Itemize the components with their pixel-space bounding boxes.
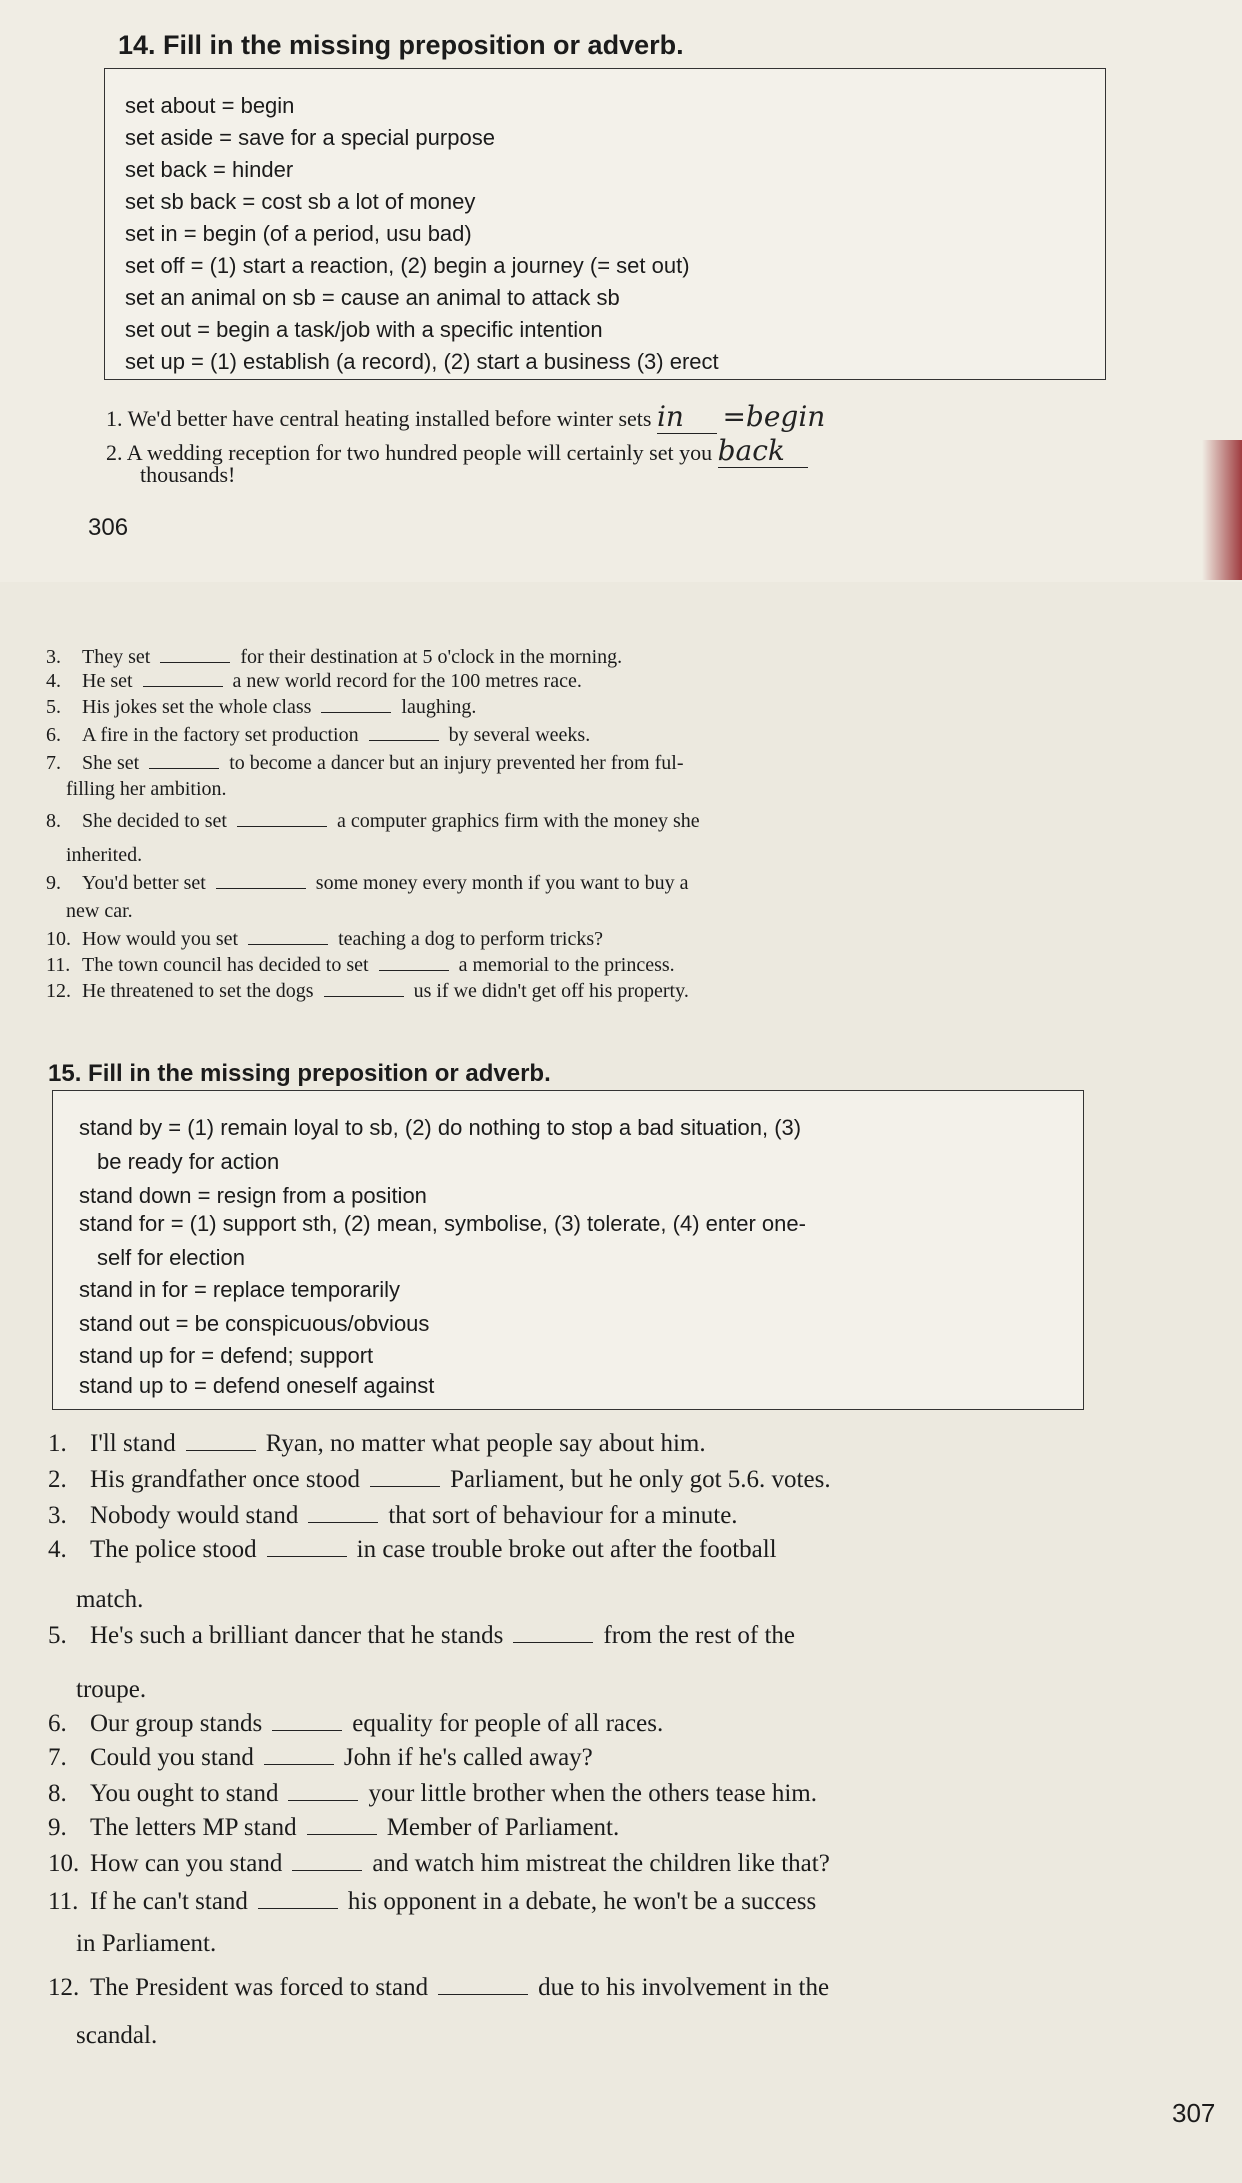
answer-blank[interactable] — [438, 1994, 528, 1995]
question-text: some money every month if you want to buy a — [315, 872, 689, 894]
question-text: a new world record for the 100 metres race. — [232, 670, 582, 692]
answer-blank[interactable] — [258, 1908, 338, 1909]
page-number: 306 — [88, 514, 129, 541]
question-15-item — [48, 1780, 817, 1808]
answer-blank[interactable] — [379, 970, 449, 971]
question-text: in case trouble broke out after the football — [356, 1536, 777, 1563]
definition-line: set sb back = cost sb a lot of money — [125, 189, 476, 214]
definition-line: stand for = (1) support sth, (2) mean, symbolise, (3) tolerate, (4) enter one- — [79, 1211, 806, 1236]
definition-line: stand by = (1) remain loyal to sb, (2) do nothing to stop a bad situation, (3) — [79, 1115, 802, 1140]
question-text: Nobody would stand — [90, 1502, 299, 1529]
question-text: The letters MP stand — [90, 1814, 297, 1841]
answer-blank[interactable] — [292, 1870, 362, 1871]
question-text: The President was forced to stand — [90, 1974, 429, 2001]
question-text: teaching a dog to perform tricks? — [338, 928, 604, 950]
continued-question — [46, 752, 683, 775]
question-15-item — [48, 1430, 706, 1458]
question-2-continuation: thousands! — [140, 462, 236, 487]
question-text: your little brother when the others tease him. — [368, 1780, 817, 1807]
question-text: The town council has decided to set — [82, 954, 369, 976]
page-edge-shadow — [1202, 440, 1242, 580]
definition-line: set aside = save for a special purpose — [125, 125, 495, 150]
question-number: 10. — [48, 1850, 80, 1877]
definition-line: stand up for = defend; support — [79, 1343, 374, 1368]
definition-line: set about = begin — [125, 93, 295, 118]
question-number: 9. — [48, 1814, 67, 1841]
question-number: 4. — [48, 1536, 67, 1563]
question-text: John if he's called away? — [343, 1744, 593, 1771]
question-text: inherited. — [66, 844, 143, 866]
question-text: match. — [76, 1586, 144, 1613]
question-text: scandal. — [76, 2022, 158, 2049]
question-text: Ryan, no matter what people say about him. — [265, 1430, 706, 1457]
question-text: The police stood — [90, 1536, 257, 1563]
question-number: 10. — [46, 928, 71, 950]
question-text: Our group stands — [90, 1710, 263, 1737]
continued-question — [66, 900, 133, 923]
question-text: His grandfather once stood — [90, 1466, 361, 1493]
question-text: to become a dancer but an injury prevented her from ful- — [229, 752, 684, 774]
question-text: due to his involvement in the — [538, 1974, 830, 2001]
question-15-item — [48, 1536, 777, 1564]
question-text: by several weeks. — [448, 724, 591, 746]
answer-blank[interactable] — [718, 434, 808, 468]
question-15-item — [48, 1710, 663, 1738]
answer-blank[interactable] — [160, 662, 230, 663]
answer-blank[interactable] — [307, 1834, 377, 1835]
question-text: How would you set — [82, 928, 239, 950]
question-text: a memorial to the princess. — [458, 954, 675, 976]
question-15-item — [48, 1974, 829, 2002]
question-text: A fire in the factory set production — [82, 724, 359, 746]
definition-line: set off = (1) start a reaction, (2) begin a journey (= set out) — [125, 253, 690, 278]
question-15-item — [76, 1930, 216, 1958]
question-number: 11. — [46, 954, 71, 976]
definition-line: set an animal on sb = cause an animal to attack sb — [125, 285, 620, 310]
definition-line: set in = begin (of a period, usu bad) — [125, 221, 472, 246]
question-text: that sort of behaviour for a minute. — [388, 1502, 738, 1529]
question-15-item — [48, 1622, 795, 1650]
question-number: 3. — [46, 646, 61, 668]
question-text: and watch him mistreat the children like that? — [372, 1850, 830, 1877]
question-text: They set — [82, 646, 151, 668]
question-number: 1. — [48, 1430, 67, 1457]
question-number: 5. — [46, 696, 61, 718]
answer-blank[interactable] — [370, 1486, 440, 1487]
question-text: She set — [82, 752, 140, 774]
question-15-item — [76, 1676, 146, 1704]
answer-blank[interactable] — [149, 768, 219, 769]
answer-blank[interactable] — [513, 1642, 593, 1643]
question-text: 2. A wedding reception for two hundred people will certainly set you — [106, 440, 713, 465]
continued-question — [46, 724, 590, 747]
question-number: 12. — [48, 1974, 80, 2001]
question-number: 6. — [48, 1710, 67, 1737]
question-number: 6. — [46, 724, 61, 746]
question-text: laughing. — [401, 696, 477, 718]
answer-blank[interactable] — [267, 1556, 347, 1557]
answer-blank[interactable] — [321, 712, 391, 713]
answer-blank[interactable] — [264, 1764, 334, 1765]
page-306 — [0, 0, 1242, 582]
question-text: How can you stand — [90, 1850, 283, 1877]
question-number: 8. — [48, 1780, 67, 1807]
question-1 — [106, 400, 825, 434]
question-text: us if we didn't get off his property. — [413, 980, 689, 1002]
question-15-item — [76, 2022, 157, 2050]
question-text: Could you stand — [90, 1744, 254, 1771]
question-text: His jokes set the whole class — [82, 696, 312, 718]
definition-line: self for election — [97, 1245, 245, 1270]
page-number: 307 — [1172, 2098, 1216, 2128]
question-15-item — [76, 1586, 143, 1614]
exercise-14-title: 14. Fill in the missing preposition or adverb. — [118, 30, 684, 60]
continued-question — [46, 954, 675, 977]
definition-line: stand in for = replace temporarily — [79, 1277, 400, 1302]
question-text: If he can't stand — [90, 1888, 248, 1915]
continued-question — [46, 872, 689, 895]
question-text: You ought to stand — [90, 1780, 279, 1807]
question-text: She decided to set — [82, 810, 227, 832]
exercise-15-title: 15. Fill in the missing preposition or adverb. — [48, 1060, 551, 1087]
question-text: 1. We'd better have central heating installed before winter sets — [106, 406, 652, 431]
definition-line: stand out = be conspicuous/obvious — [79, 1311, 430, 1336]
question-text: You'd better set — [82, 872, 206, 894]
question-number: 8. — [46, 810, 61, 832]
definitions-box-14 — [104, 68, 1106, 380]
question-15-item — [48, 1814, 619, 1842]
question-number: 11. — [48, 1888, 79, 1915]
continued-question — [46, 980, 689, 1003]
continued-question — [46, 646, 622, 669]
answer-blank[interactable] — [143, 686, 223, 687]
question-15-item — [48, 1744, 593, 1772]
handwritten-answer: back — [717, 434, 785, 467]
answer-blank[interactable] — [237, 826, 327, 827]
question-text: new car. — [66, 900, 133, 922]
answer-blank[interactable] — [288, 1800, 358, 1801]
question-number: 4. — [46, 670, 61, 692]
question-text: filling her ambition. — [66, 778, 227, 800]
question-number: 3. — [48, 1502, 67, 1529]
question-text: for their destination at 5 o'clock in the morning. — [240, 646, 623, 668]
question-15-item — [48, 1502, 738, 1530]
definition-line: set out = begin a task/job with a specific intention — [125, 317, 603, 342]
question-text: equality for people of all races. — [352, 1710, 664, 1737]
definition-line: be ready for action — [97, 1149, 280, 1174]
question-15-item — [48, 1466, 831, 1494]
definition-line: set back = hinder — [125, 157, 294, 182]
question-number: 7. — [46, 752, 61, 774]
handwritten-answer: in — [656, 400, 684, 433]
question-text: He's such a brilliant dancer that he stands — [90, 1622, 504, 1649]
answer-blank[interactable] — [369, 740, 439, 741]
question-text: I'll stand — [90, 1430, 176, 1457]
question-15-item — [48, 1850, 830, 1878]
continued-question — [46, 696, 476, 719]
answer-blank[interactable] — [324, 996, 404, 997]
answer-blank[interactable] — [272, 1730, 342, 1731]
handwritten-note: =begin — [722, 400, 826, 433]
answer-blank[interactable] — [657, 400, 717, 434]
question-text: in Parliament. — [76, 1930, 217, 1957]
question-text: his opponent in a debate, he won't be a success — [347, 1888, 817, 1915]
question-text: Member of Parliament. — [386, 1814, 620, 1841]
question-number: 12. — [46, 980, 71, 1002]
question-number: 2. — [48, 1466, 67, 1493]
question-number: 9. — [46, 872, 61, 894]
question-text: He set — [82, 670, 133, 692]
definition-line: stand up to = defend oneself against — [79, 1373, 435, 1398]
question-text: from the rest of the — [603, 1622, 796, 1649]
question-number: 7. — [48, 1744, 67, 1771]
definition-line: set up = (1) establish (a record), (2) start a business (3) erect — [125, 349, 719, 374]
continued-question — [46, 810, 700, 833]
question-15-item — [48, 1888, 816, 1916]
question-text: a computer graphics firm with the money she — [336, 810, 700, 832]
question-text: troupe. — [76, 1676, 147, 1703]
answer-blank[interactable] — [248, 944, 328, 945]
continued-question — [46, 670, 582, 693]
answer-blank[interactable] — [216, 888, 306, 889]
question-text: He threatened to set the dogs — [82, 980, 314, 1002]
continued-question — [46, 928, 603, 951]
question-number: 5. — [48, 1622, 67, 1649]
page-307 — [0, 582, 1242, 2183]
definitions-box-15 — [52, 1090, 1084, 1410]
continued-question — [66, 778, 227, 801]
answer-blank[interactable] — [308, 1522, 378, 1523]
answer-blank[interactable] — [186, 1450, 256, 1451]
continued-question — [66, 844, 142, 867]
definition-line: stand down = resign from a position — [79, 1183, 427, 1208]
question-text: Parliament, but he only got 5.6. votes. — [450, 1466, 831, 1493]
